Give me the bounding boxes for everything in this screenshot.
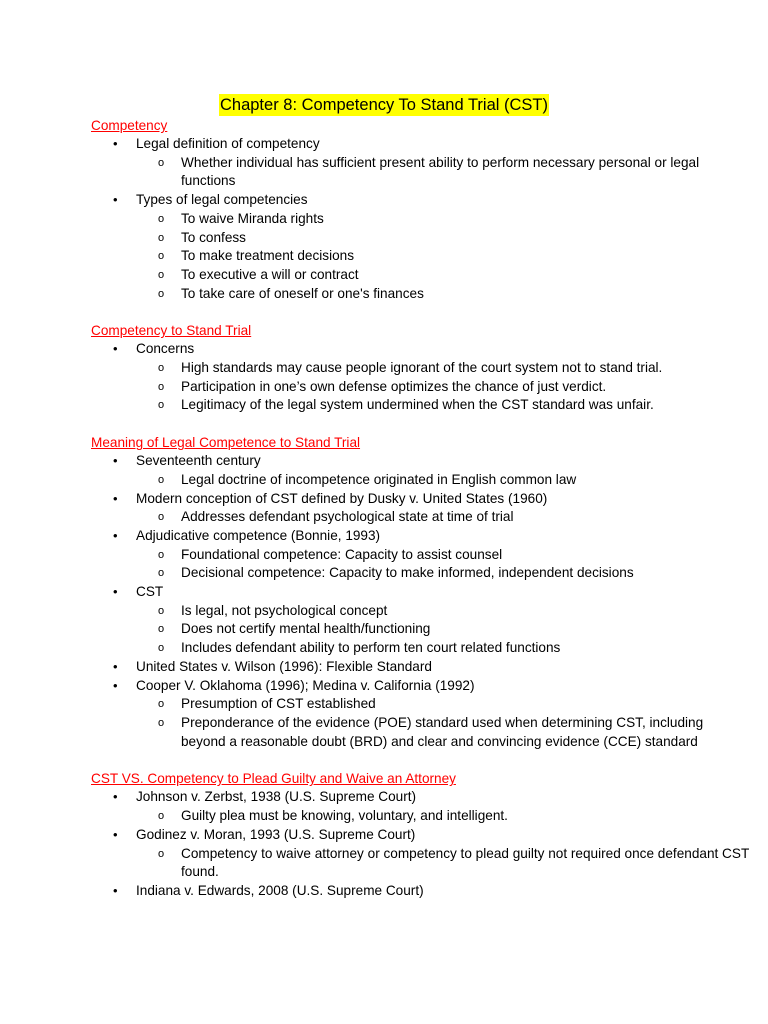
sub-list-item-text: Whether individual has sufficient present ability to perform necessary personal or legal functions <box>181 154 700 189</box>
list-item-text: Concerns <box>136 341 195 357</box>
list-item <box>91 527 751 583</box>
circle-bullet-icon: o <box>158 642 165 655</box>
list-item-text: CST <box>136 584 164 600</box>
circle-bullet-icon: o <box>158 473 165 486</box>
bullet-list <box>91 452 751 751</box>
sub-list-item <box>136 845 751 882</box>
circle-bullet-icon: o <box>158 548 165 561</box>
bullet-icon: • <box>113 882 118 898</box>
circle-bullet-icon: o <box>158 567 165 580</box>
list-item-text: Johnson v. Zerbst, 1938 (U.S. Supreme Court) <box>136 789 417 805</box>
bullet-icon: • <box>113 490 118 506</box>
sub-list-item-text: Is legal, not psychological concept <box>181 602 388 618</box>
circle-bullet-icon: o <box>158 250 165 263</box>
document-body <box>91 116 751 901</box>
sub-bullet-list <box>136 845 751 882</box>
sub-list-item <box>136 602 751 621</box>
sub-list-item <box>136 210 751 229</box>
list-item <box>91 452 751 489</box>
sub-list-item <box>136 229 751 248</box>
section <box>91 116 751 303</box>
list-item-text: Cooper V. Oklahoma (1996); Medina v. California (1992) <box>136 677 475 693</box>
sub-list-item <box>136 247 751 266</box>
bullet-icon: • <box>113 826 118 842</box>
list-item-text: Adjudicative competence (Bonnie, 1993) <box>136 527 381 543</box>
circle-bullet-icon: o <box>158 810 165 823</box>
sub-list-item-text: Presumption of CST established <box>181 696 376 712</box>
sub-bullet-list <box>136 602 751 658</box>
sub-list-item <box>136 359 751 378</box>
chapter-title: Chapter 8: Competency To Stand Trial (CST) <box>219 96 548 114</box>
sub-list-item-text: High standards may cause people ignorant of the court system not to stand trial. <box>181 360 663 376</box>
section-heading: Meaning of Legal Competence to Stand Trial <box>91 435 361 451</box>
section <box>91 433 751 751</box>
sub-list-item <box>136 378 751 397</box>
circle-bullet-icon: o <box>158 604 165 617</box>
sub-list-item <box>136 508 751 527</box>
bullet-icon: • <box>113 527 118 543</box>
section-heading: Competency <box>91 118 168 133</box>
list-item-text: Godinez v. Moran, 1993 (U.S. Supreme Court) <box>136 826 416 842</box>
list-item-text: Seventeenth century <box>136 453 261 469</box>
bullet-icon: • <box>113 341 118 357</box>
list-item-text: Indiana v. Edwards, 2008 (U.S. Supreme Court) <box>136 882 424 898</box>
circle-bullet-icon: o <box>158 716 165 729</box>
sub-bullet-list <box>136 471 751 490</box>
section <box>91 321 751 415</box>
sub-list-item <box>136 564 751 583</box>
sub-list-item <box>136 620 751 639</box>
list-item <box>91 658 751 677</box>
list-item <box>91 135 751 191</box>
list-item-text: Legal definition of competency <box>136 136 320 151</box>
circle-bullet-icon: o <box>158 268 165 281</box>
sub-list-item <box>136 695 751 714</box>
sub-list-item <box>136 154 751 191</box>
sub-list-item-text: Includes defendant ability to perform ten court related functions <box>181 640 561 656</box>
bullet-list <box>91 340 751 415</box>
list-item <box>91 191 751 303</box>
list-item <box>91 583 751 658</box>
sub-list-item-text: Decisional competence: Capacity to make informed, independent decisions <box>181 565 634 581</box>
list-item <box>91 882 751 901</box>
list-item <box>91 490 751 527</box>
sub-list-item-text: Legal doctrine of incompetence originated in English common law <box>181 471 577 487</box>
bullet-icon: • <box>113 677 118 693</box>
sub-list-item-text: Preponderance of the evidence (POE) standard used when determining CST, including beyond a reasonable doubt (BRD) and clear and convincing evidence (CCE) standard <box>181 714 704 749</box>
bullet-icon: • <box>113 192 118 208</box>
sub-list-item-text: Participation in one’s own defense optimizes the chance of just verdict. <box>181 378 607 394</box>
sub-bullet-list <box>136 210 751 304</box>
bullet-icon: • <box>113 789 118 805</box>
circle-bullet-icon: o <box>158 380 165 393</box>
circle-bullet-icon: o <box>158 212 165 225</box>
sub-bullet-list <box>136 154 751 191</box>
sub-list-item-text: To confess <box>181 229 246 245</box>
title-container <box>0 94 768 116</box>
sub-list-item <box>136 546 751 565</box>
sub-list-item-text: To make treatment decisions <box>181 248 355 264</box>
sub-list-item-text: To waive Miranda rights <box>181 210 324 226</box>
bullet-list <box>91 135 751 303</box>
circle-bullet-icon: o <box>158 623 165 636</box>
list-item <box>91 826 751 882</box>
list-item-text: Types of legal competencies <box>136 192 308 208</box>
sub-list-item-text: Foundational competence: Capacity to assist counsel <box>181 546 503 562</box>
sub-list-item-text: Addresses defendant psychological state at time of trial <box>181 509 514 525</box>
bullet-icon: • <box>113 584 118 600</box>
circle-bullet-icon: o <box>158 511 165 524</box>
circle-bullet-icon: o <box>158 156 165 169</box>
list-item <box>91 788 751 825</box>
list-item <box>91 677 751 752</box>
circle-bullet-icon: o <box>158 362 165 375</box>
sub-list-item <box>136 807 751 826</box>
sub-list-item-text: Competency to waive attorney or competency to plead guilty not required once defendant CST found. <box>181 845 749 880</box>
sub-bullet-list <box>136 546 751 583</box>
sub-list-item-text: Guilty plea must be knowing, voluntary, and intelligent. <box>181 808 508 824</box>
sub-list-item <box>136 266 751 285</box>
sub-list-item <box>136 396 751 415</box>
sub-bullet-list <box>136 807 751 826</box>
section <box>91 769 751 900</box>
sub-bullet-list <box>136 508 751 527</box>
sub-list-item-text: Does not certify mental health/functioning <box>181 621 431 637</box>
circle-bullet-icon: o <box>158 698 165 711</box>
section-heading: Competency to Stand Trial <box>91 323 252 339</box>
circle-bullet-icon: o <box>158 847 165 860</box>
bullet-list <box>91 788 751 900</box>
bullet-icon: • <box>113 136 118 151</box>
list-item <box>91 340 751 415</box>
circle-bullet-icon: o <box>158 287 165 300</box>
sub-list-item-text: Legitimacy of the legal system undermined when the CST standard was unfair. <box>181 397 654 413</box>
sub-list-item-text: To take care of oneself or one's finances <box>181 285 424 301</box>
sub-list-item <box>136 471 751 490</box>
bullet-icon: • <box>113 453 118 469</box>
list-item-text: Modern conception of CST defined by Dusky v. United States (1960) <box>136 490 548 506</box>
section-heading: CST VS. Competency to Plead Guilty and Waive an Attorney <box>91 771 456 787</box>
bullet-icon: • <box>113 658 118 674</box>
sub-list-item-text: To executive a will or contract <box>181 266 359 282</box>
sub-list-item <box>136 714 751 751</box>
circle-bullet-icon: o <box>158 231 165 244</box>
sub-bullet-list <box>136 359 751 415</box>
circle-bullet-icon: o <box>158 399 165 412</box>
sub-bullet-list <box>136 695 751 751</box>
sub-list-item <box>136 285 751 304</box>
list-item-text: United States v. Wilson (1996): Flexible Standard <box>136 658 432 674</box>
sub-list-item <box>136 639 751 658</box>
